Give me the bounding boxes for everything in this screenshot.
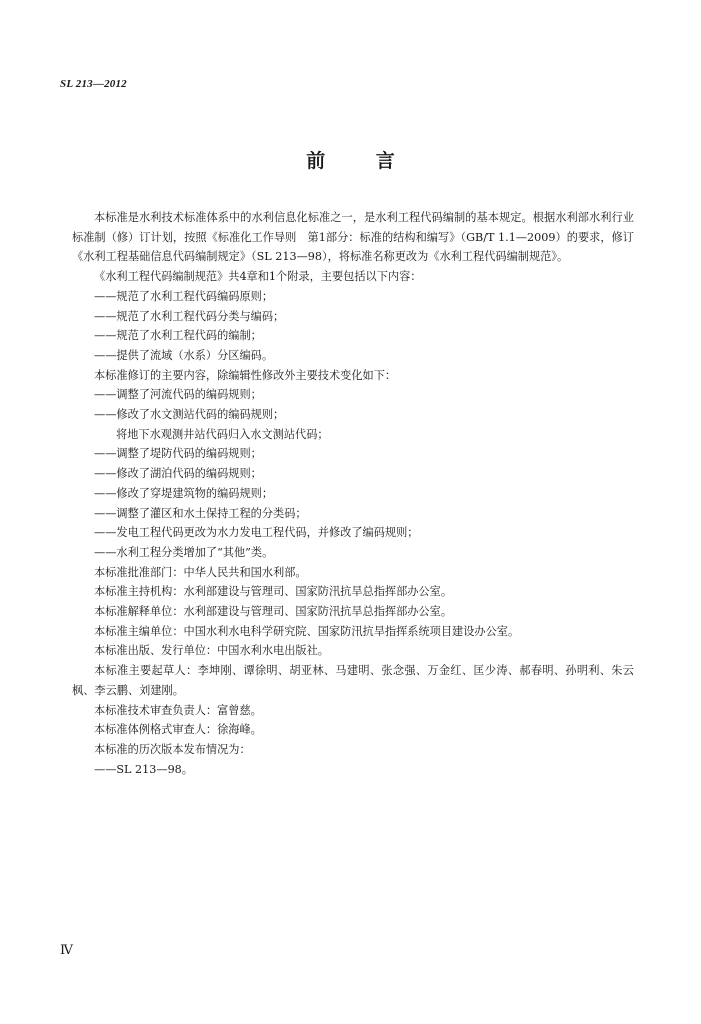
closing-lines <box>72 701 634 780</box>
list-item: ——发电工程代码更改为水力发电工程代码，并修改了编码规则； <box>94 526 419 540</box>
standard-code: SL 213—2012 <box>60 78 127 90</box>
changes-intro: 本标准修订的主要内容，除编辑性修改外主要技术变化如下： <box>94 368 397 382</box>
info-line: 本标准体例格式审查人：徐海峰。 <box>94 723 262 737</box>
changes-list <box>72 385 634 562</box>
list-item: ——调整了灌区和水土保持工程的分类码； <box>94 506 307 520</box>
info-line: 本标准解释单位：水利部建设与管理司、国家防汛抗旱总指挥部办公室。 <box>94 605 453 619</box>
list-item: ——规范了水利工程代码分类与编码； <box>94 309 285 323</box>
list-item: ——水利工程分类增加了“其他”类。 <box>94 545 274 559</box>
list-item: ——规范了水利工程代码编码原则； <box>94 289 274 303</box>
info-line: 本标准的历次版本发布情况为： <box>94 742 251 756</box>
info-line: 本标准技术审查负责人：富曾慈。 <box>94 703 262 717</box>
structure-intro: 《水利工程代码编制规范》共4章和1个附录，主要包括以下内容： <box>94 270 422 284</box>
list-item: ——修改了穿堤建筑物的编码规则； <box>94 486 274 500</box>
foreword-body <box>72 208 634 779</box>
drafters-paragraph: 本标准主要起草人：李坤刚、谭徐明、胡亚林、马建明、张念强、万金红、匡少涛、郝春明、孙明利、朱云枫、李云鹏、刘建刚。 <box>72 664 634 697</box>
page-title: 前 言 <box>306 150 417 172</box>
list-item: 将地下水观测井站代码归入水文测站代码； <box>116 427 329 441</box>
list-item: ——修改了湖泊代码的编码规则； <box>94 467 262 481</box>
list-item: ——规范了水利工程代码的编制； <box>94 329 262 343</box>
page-number: Ⅳ <box>60 942 73 957</box>
contents-list <box>72 287 634 366</box>
list-item: ——修改了水文测站代码的编码规则； <box>94 408 285 422</box>
info-line: 本标准主持机构：水利部建设与管理司、国家防汛抗旱总指挥部办公室。 <box>94 585 453 599</box>
standard-info <box>72 563 634 662</box>
list-item: ——提供了流域（水系）分区编码。 <box>94 348 274 362</box>
info-line: 本标准出版、发行单位：中国水利水电出版社。 <box>94 644 329 658</box>
info-line: 本标准主编单位：中国水利水电科学研究院、国家防汛抗旱指挥系统项目建设办公室。 <box>94 624 520 638</box>
intro-paragraph: 本标准是水利技术标准体系中的水利信息化标准之一，是水利工程代码编制的基本规定。根据水利部水利行业标准制（修）订计划，按照《标准化工作导则 第1部分：标准的结构和编写》（GB/T 1.1—2009）的要求，修订《水利工程基础信息代码编制规定》（SL 213—98），将标准名称更改为《水利工程代码编制规范》。 <box>72 211 634 264</box>
list-item: ——调整了堤防代码的编码规则； <box>94 447 262 461</box>
info-line: ——SL 213—98。 <box>94 762 193 776</box>
list-item: ——调整了河流代码的编码规则； <box>94 388 262 402</box>
info-line: 本标准批准部门：中华人民共和国水利部。 <box>94 565 307 579</box>
